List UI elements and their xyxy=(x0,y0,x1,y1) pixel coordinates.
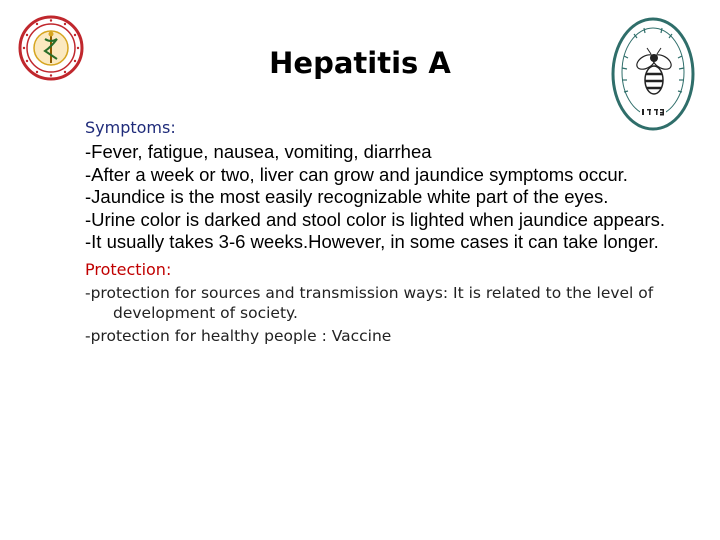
symptom-item: -Urine color is darked and stool color is lighted when jaundice appears. xyxy=(85,208,665,230)
protection-item: -protection for sources and transmission ways: It is related to the level of development of society. xyxy=(85,283,654,322)
protection-list xyxy=(85,283,715,346)
protection-heading: Protection: xyxy=(85,259,172,279)
symptoms-list xyxy=(85,141,715,254)
slide-body xyxy=(85,115,715,346)
faculty-seal-icon xyxy=(18,15,84,81)
symptom-item: -After a week or two, liver can grow and jaundice symptoms occur. xyxy=(85,163,628,185)
symptom-item: -Fever, fatigue, nausea, vomiting, diarrhea xyxy=(85,141,432,162)
slide-title: Hepatitis A xyxy=(269,46,451,80)
symptoms-heading: Symptoms: xyxy=(85,118,176,137)
symptom-item: -Jaundice is the most easily recognizable white part of the eyes. xyxy=(85,186,609,207)
protection-item: -protection for healthy people : Vaccine xyxy=(85,326,392,345)
symptom-item: -It usually takes 3-6 weeks.However, in some cases it can take longer. xyxy=(85,231,659,252)
